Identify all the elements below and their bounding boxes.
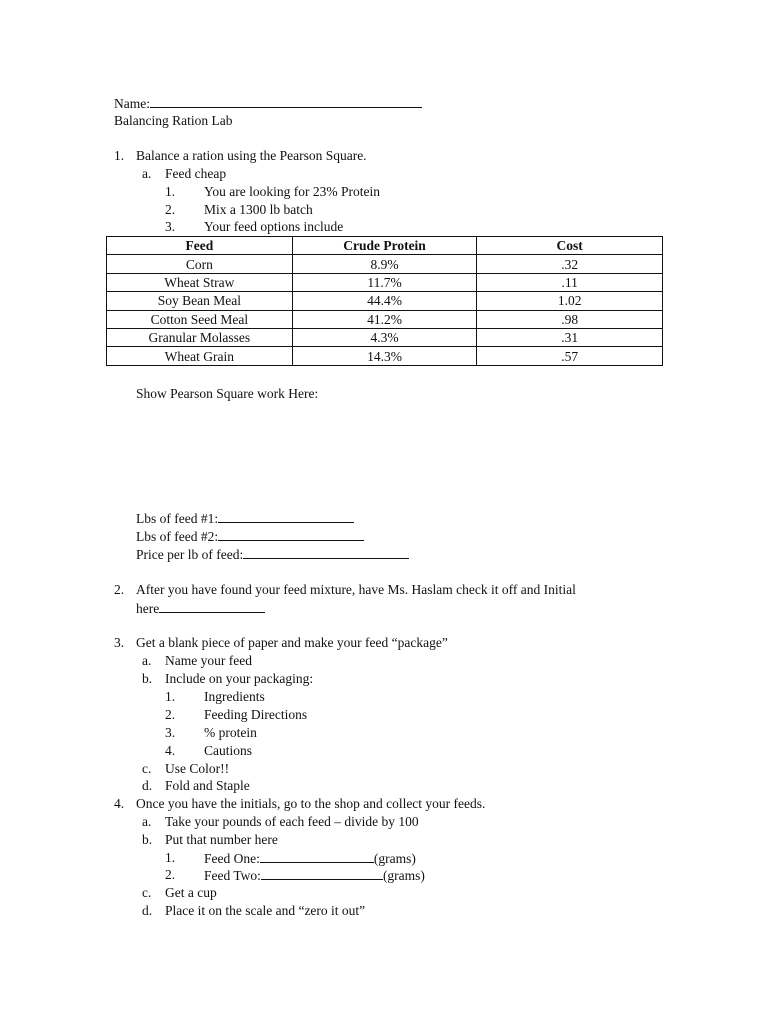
cost-cell: 1.02 bbox=[477, 292, 663, 310]
item4-sub-b-text: Put that number here bbox=[165, 832, 278, 847]
header-cost: Cost bbox=[477, 237, 663, 255]
lbs-feed-2-blank[interactable] bbox=[218, 527, 364, 541]
header-feed: Feed bbox=[107, 237, 293, 255]
item4-text: Once you have the initials, go to the shop and collect your feeds. bbox=[136, 796, 486, 811]
pack-item-4-number: 4. bbox=[165, 743, 176, 758]
table-row bbox=[107, 328, 663, 346]
item3-sub-c-text: Use Color!! bbox=[165, 761, 230, 776]
item4-sub-c-text: Get a cup bbox=[165, 885, 217, 900]
price-per-lb-blank[interactable] bbox=[243, 545, 409, 559]
item3-sub-d-letter: d. bbox=[142, 778, 153, 793]
table-row bbox=[107, 273, 663, 291]
header-crude-protein: Crude Protein bbox=[292, 237, 477, 255]
item3-sub-a-text: Name your feed bbox=[165, 653, 252, 668]
name-label: Name: bbox=[114, 96, 150, 111]
item1-sub-a-letter: a. bbox=[142, 166, 152, 181]
cost-cell: .11 bbox=[477, 273, 663, 291]
pack-item-4-text: Cautions bbox=[204, 743, 253, 758]
lbs-feed-2-label: Lbs of feed #2: bbox=[136, 529, 219, 544]
lbs-feed-1-line bbox=[136, 509, 354, 528]
item4-sub-a-text: Take your pounds of each feed – divide by 100 bbox=[165, 814, 419, 829]
price-per-lb-line bbox=[136, 545, 409, 564]
feed-two-grams-blank[interactable] bbox=[261, 866, 383, 880]
item4-sub-d-text: Place it on the scale and “zero it out” bbox=[165, 903, 366, 918]
feed-options-table bbox=[106, 236, 663, 366]
feed-name-cell: Soy Bean Meal bbox=[107, 292, 293, 310]
feed-two-line bbox=[204, 866, 425, 885]
item3-sub-b-text: Include on your packaging: bbox=[165, 671, 314, 686]
cost-cell: .98 bbox=[477, 310, 663, 328]
item4-number: 4. bbox=[114, 796, 125, 811]
feed-two-number: 2. bbox=[165, 867, 176, 882]
item1-step-2-text: Mix a 1300 lb batch bbox=[204, 202, 313, 217]
protein-cell: 8.9% bbox=[292, 255, 477, 273]
cost-cell: .57 bbox=[477, 347, 663, 365]
lbs-feed-2-line bbox=[136, 527, 364, 546]
feed-two-label: Feed Two: bbox=[204, 868, 261, 883]
cost-cell: .32 bbox=[477, 255, 663, 273]
pack-item-2-text: Feeding Directions bbox=[204, 707, 308, 722]
lbs-feed-1-blank[interactable] bbox=[218, 509, 354, 523]
table-header-row bbox=[107, 237, 663, 255]
item3-sub-d-text: Fold and Staple bbox=[165, 778, 250, 793]
pack-item-3-number: 3. bbox=[165, 725, 176, 740]
item3-number: 3. bbox=[114, 635, 125, 650]
page-title: Balancing Ration Lab bbox=[114, 113, 233, 128]
pack-item-2-number: 2. bbox=[165, 707, 176, 722]
lbs-feed-1-label: Lbs of feed #1: bbox=[136, 511, 219, 526]
protein-cell: 14.3% bbox=[292, 347, 477, 365]
name-line bbox=[114, 94, 422, 113]
item4-sub-c-letter: c. bbox=[142, 885, 152, 900]
item1-step-3-text: Your feed options include bbox=[204, 219, 344, 234]
feed-name-cell: Wheat Grain bbox=[107, 347, 293, 365]
item2-text-line2 bbox=[136, 599, 265, 618]
item1-step-1-number: 1. bbox=[165, 184, 176, 199]
feed-two-unit: (grams) bbox=[382, 868, 425, 883]
item2-text-line1: After you have found your feed mixture, have Ms. Haslam check it off and Initial bbox=[136, 582, 576, 597]
protein-cell: 11.7% bbox=[292, 273, 477, 291]
table-row bbox=[107, 347, 663, 365]
item2-number: 2. bbox=[114, 582, 125, 597]
item1-step-1-text: You are looking for 23% Protein bbox=[204, 184, 380, 199]
item4-sub-b-letter: b. bbox=[142, 832, 153, 847]
price-per-lb-label: Price per lb of feed: bbox=[136, 547, 244, 562]
item3-sub-a-letter: a. bbox=[142, 653, 152, 668]
protein-cell: 41.2% bbox=[292, 310, 477, 328]
name-blank[interactable] bbox=[150, 94, 422, 108]
table-row bbox=[107, 292, 663, 310]
pearson-work-label: Show Pearson Square work Here: bbox=[136, 386, 319, 401]
feed-name-cell: Wheat Straw bbox=[107, 273, 293, 291]
item4-sub-d-letter: d. bbox=[142, 903, 153, 918]
feed-name-cell: Cotton Seed Meal bbox=[107, 310, 293, 328]
item1-step-3-number: 3. bbox=[165, 219, 176, 234]
item3-sub-c-letter: c. bbox=[142, 761, 152, 776]
pack-item-1-number: 1. bbox=[165, 689, 176, 704]
pack-item-1-text: Ingredients bbox=[204, 689, 265, 704]
initial-blank[interactable] bbox=[159, 599, 265, 613]
protein-cell: 44.4% bbox=[292, 292, 477, 310]
feed-one-number: 1. bbox=[165, 850, 176, 865]
feed-name-cell: Corn bbox=[107, 255, 293, 273]
item2-here-label: here bbox=[136, 601, 160, 616]
table-row bbox=[107, 310, 663, 328]
item1-sub-a-text: Feed cheap bbox=[165, 166, 227, 181]
pack-item-3-text: % protein bbox=[204, 725, 257, 740]
feed-one-unit: (grams) bbox=[373, 851, 416, 866]
item1-text: Balance a ration using the Pearson Square. bbox=[136, 148, 367, 163]
item1-step-2-number: 2. bbox=[165, 202, 176, 217]
item1-number: 1. bbox=[114, 148, 125, 163]
protein-cell: 4.3% bbox=[292, 328, 477, 346]
feed-one-grams-blank[interactable] bbox=[260, 849, 374, 863]
feed-name-cell: Granular Molasses bbox=[107, 328, 293, 346]
cost-cell: .31 bbox=[477, 328, 663, 346]
pearson-work-area[interactable] bbox=[136, 405, 636, 505]
item3-text: Get a blank piece of paper and make your feed “package” bbox=[136, 635, 448, 650]
feed-one-label: Feed One: bbox=[204, 851, 260, 866]
item4-sub-a-letter: a. bbox=[142, 814, 152, 829]
table-row bbox=[107, 255, 663, 273]
item3-sub-b-letter: b. bbox=[142, 671, 153, 686]
